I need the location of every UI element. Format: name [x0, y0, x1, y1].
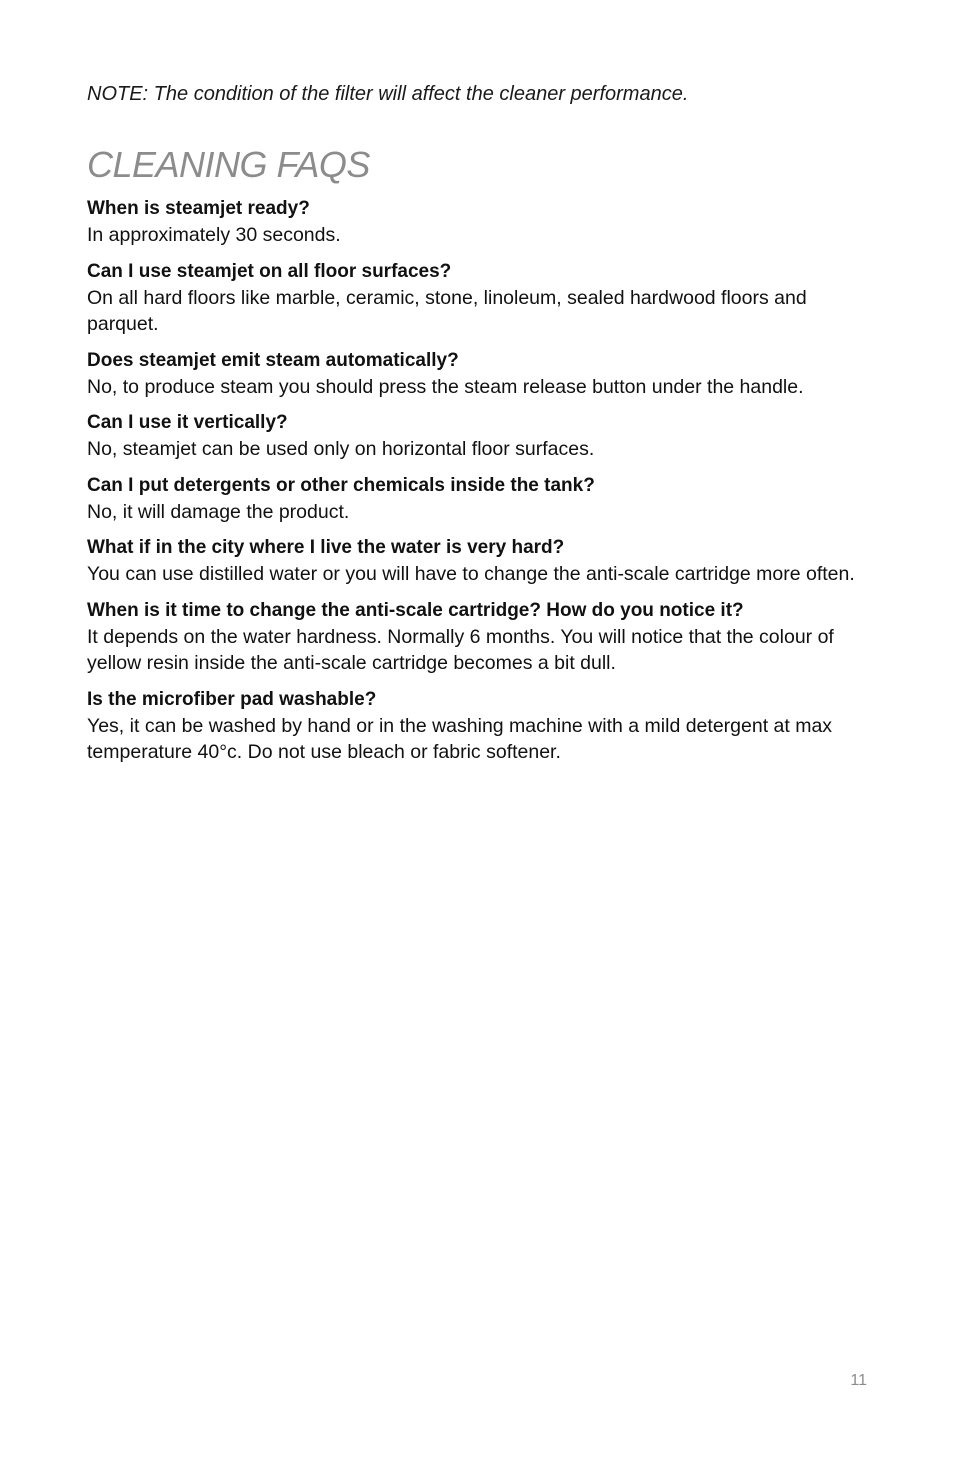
faq-answer: You can use distilled water or you will have to change the anti-scale cartridge more often. — [87, 563, 855, 585]
faq-answer: Yes, it can be washed by hand or in the washing machine with a mild detergent at max temperature 40°c. Do not use bleach or fabric softener. — [87, 714, 833, 763]
document-page — [87, 80, 877, 776]
faq-item — [87, 196, 877, 249]
faq-question: Does steamjet emit steam automatically? — [87, 349, 459, 371]
faq-question: Can I use it vertically? — [87, 412, 288, 433]
faq-answer: In approximately 30 seconds. — [87, 224, 341, 246]
faq-answer: On all hard floors like marble, ceramic, stone, linoleum, sealed hardwood floors and parquet. — [87, 286, 807, 335]
faq-question: Is the microfiber pad washable? — [87, 688, 377, 710]
faq-item — [87, 259, 877, 338]
page-number: 11 — [850, 1372, 867, 1389]
faq-item — [87, 598, 877, 677]
faq-answer: It depends on the water hardness. Normally 6 months. You will notice that the colour of yellow resin inside the anti-scale cartridge becomes a bit dull. — [87, 625, 834, 674]
faq-question: Can I put detergents or other chemicals inside the tank? — [87, 474, 595, 496]
faq-question: When is it time to change the anti-scale cartridge? How do you notice it? — [87, 599, 744, 621]
faq-item — [87, 410, 877, 463]
faq-question: When is steamjet ready? — [87, 198, 310, 219]
faq-answer: No, to produce steam you should press the steam release button under the handle. — [87, 375, 804, 398]
faq-list — [87, 196, 877, 766]
faq-item — [87, 473, 877, 526]
faq-item — [87, 687, 877, 766]
faq-question: Can I use steamjet on all floor surfaces? — [87, 260, 452, 282]
faq-item — [87, 348, 877, 401]
section-title: CLEANING FAQS — [87, 144, 370, 185]
faq-question: What if in the city where I live the water is very hard? — [87, 537, 565, 558]
faq-answer: No, it will damage the product. — [87, 500, 350, 523]
faq-item — [87, 535, 877, 588]
faq-answer: No, steamjet can be used only on horizontal floor surfaces. — [87, 438, 595, 460]
filter-note: NOTE: The condition of the filter will affect the cleaner performance. — [87, 83, 689, 105]
